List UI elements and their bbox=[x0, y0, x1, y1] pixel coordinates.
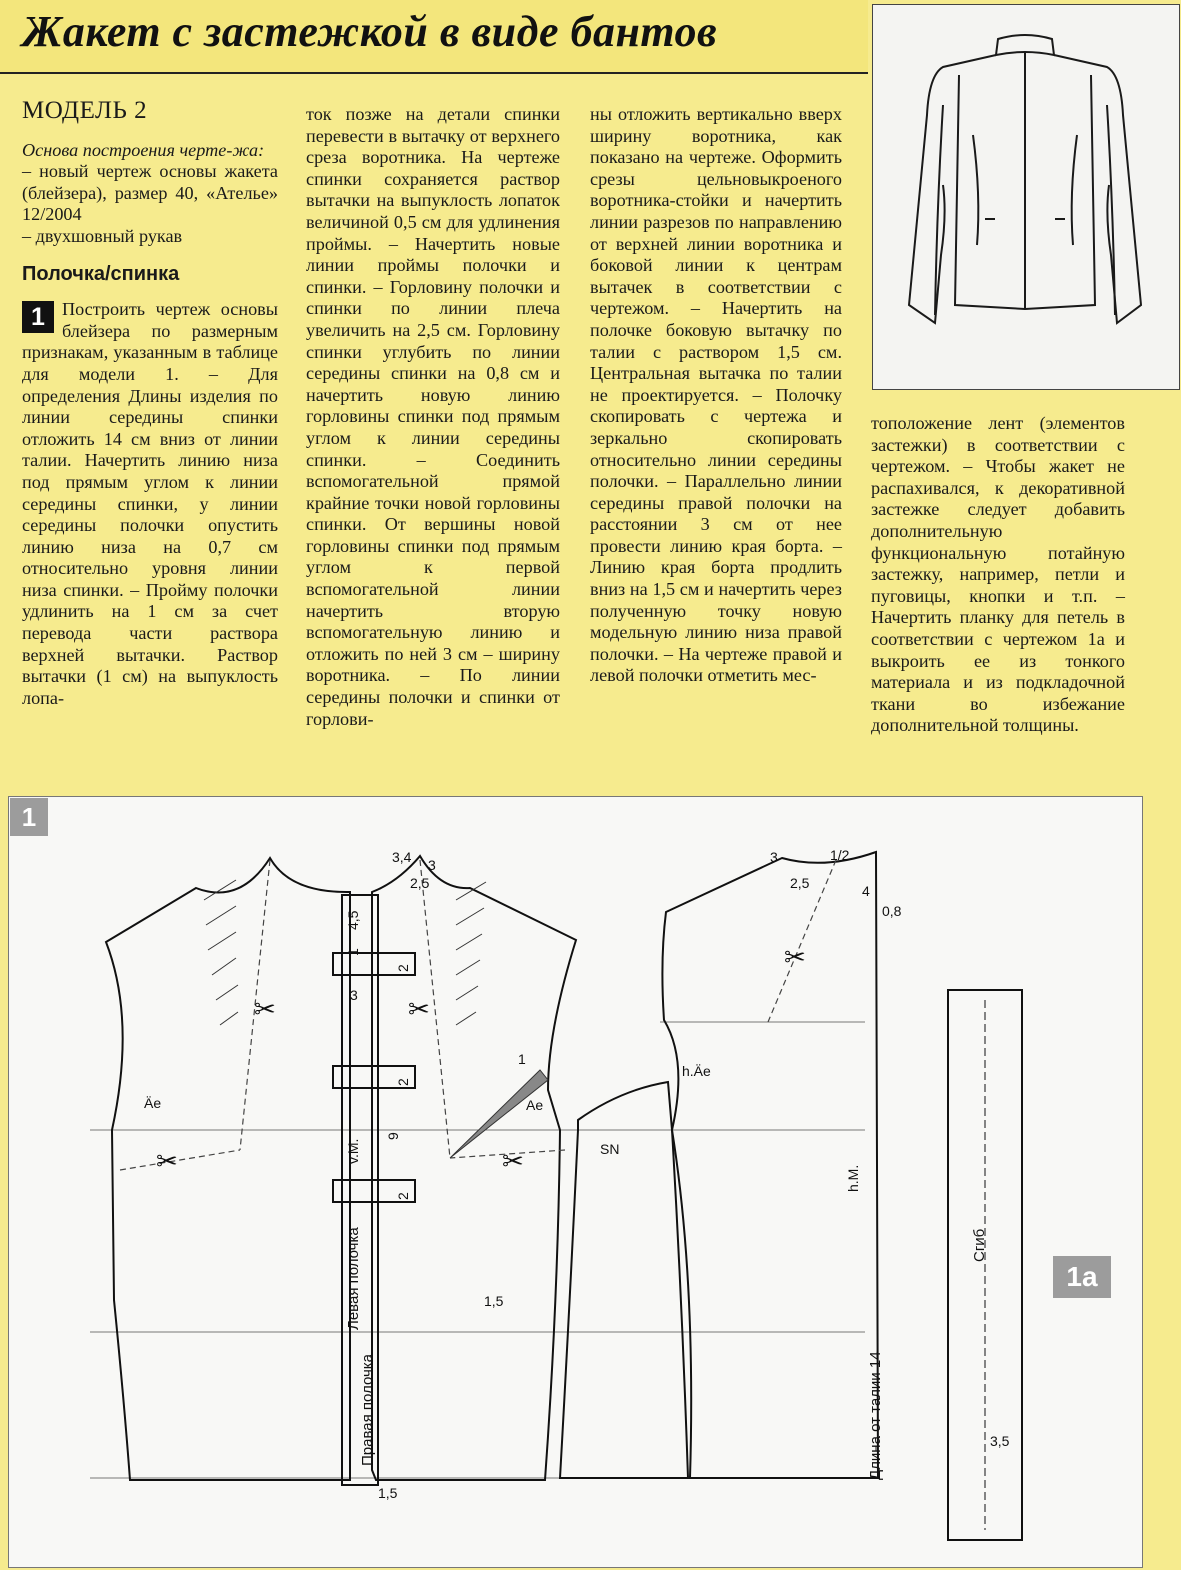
label-vm: v.M. bbox=[345, 1138, 361, 1164]
dim-3b: 3 bbox=[350, 987, 358, 1003]
label-sn: SN bbox=[600, 1141, 620, 1157]
figure-badge-1: 1 bbox=[10, 798, 48, 836]
dim-2c: 2 bbox=[395, 1192, 411, 1200]
dim-2-5b: 2,5 bbox=[790, 875, 810, 891]
col2-body: ток позже на детали спинки перевести в вытачку от верхнего среза воротника. На чертеже спинки сохраняется раствор вытачки на выпуклость лопаток величиной 0,5 см для удлинения проймы. – Начертить новые линии проймы полочки и спинки. – Горловину полочки и спинки по линии плеча увеличить на 2,5 см. Горловину спинки углубить по линии середины спинки на 0,8 см и начертить новую линию горловины спинки под прямым углом к линии середины спинки. – Соединить вспомогательной прямой крайние точки новой горловины спинки. От вершины новой горловины спинки под прямым углом к первой вспомогательной линии начертить вторую вспомогательную линию и отложить по ней 3 см – ширину воротника. – По линии середины полочки и спинки от горлови- bbox=[306, 104, 560, 729]
page-title: Жакет с застежкой в виде бантов bbox=[22, 7, 718, 56]
svg-text:✂: ✂ bbox=[156, 1146, 178, 1176]
model-heading: МОДЕЛЬ 2 bbox=[22, 97, 148, 124]
right-front-outline bbox=[372, 856, 576, 1480]
label-ae-left: Äe bbox=[144, 1095, 162, 1111]
dim-1-5a: 1,5 bbox=[484, 1293, 504, 1309]
basis-label: Основа построения черте-жа: bbox=[22, 139, 265, 160]
label-left-front: Левая полочка bbox=[345, 1227, 362, 1330]
side-panel-outline bbox=[560, 1082, 688, 1478]
dim-2-5a: 2,5 bbox=[410, 875, 430, 891]
dim-3-5: 3,5 bbox=[990, 1433, 1010, 1449]
dim-1b: 1 bbox=[518, 1051, 526, 1067]
scissors-icon bbox=[156, 942, 806, 1176]
left-front-outline bbox=[106, 858, 350, 1480]
basis-item: – новый чертеж основы жакета (блейзера), размер 40, «Ателье» 12/2004 bbox=[22, 161, 278, 225]
label-right-front: Правая полочка bbox=[359, 1353, 376, 1466]
label-fold: Сгиб bbox=[971, 1228, 988, 1262]
dim-3a: 3 bbox=[428, 857, 436, 873]
dim-9: 9 bbox=[385, 1132, 401, 1140]
dim-1-5b: 1,5 bbox=[378, 1485, 398, 1501]
svg-text:✂: ✂ bbox=[254, 994, 276, 1024]
svg-text:✂: ✂ bbox=[408, 994, 430, 1024]
dart-shaded bbox=[450, 1070, 548, 1158]
label-hm: h.M. bbox=[845, 1164, 861, 1192]
basis-item: – двухшовный рукав bbox=[22, 225, 183, 246]
dim-4: 4 bbox=[862, 883, 870, 899]
dim-4-5: 4,5 bbox=[345, 910, 361, 930]
col4-body: тоположение лент (элементов застежки) в соответствии с чертежом. – Чтобы жакет не распахивался, к декоративной застежке следует добавить дополнительную функциональную потайную застежку, например, петли и пуговицы, кнопки и т.п. – Начертить планку для петель в соответствии с чертежом 1а и выкроить ее из тонкого материала и из подкладочной ткани во избежание дополнительной толщины. bbox=[871, 413, 1125, 736]
dim-2a: 2 bbox=[395, 964, 411, 972]
label-hae: h.Äe bbox=[682, 1063, 711, 1079]
dim-3-4: 3,4 bbox=[392, 849, 412, 865]
label-length-from-waist: Длина от талии 14 bbox=[867, 1351, 884, 1480]
col3-body: ны отложить вертикально вверх ширину воротника, как показано на чертеже. Оформить срезы цельновыкроеного воротника-стойки и начертить линии разрезов по направлению от верхней линии воротника и боковой линии к центрам вытачек в соответствии с чертежом. – Начертить на полочке боковую вытачку по талии с раствором 1,5 см. Центральная вытачка по талии не проектируется. – Полочку скопировать с чертежа и зеркально скопировать относительно линии середины полочки. – Параллельно линии середины правой полочки на расстоянии 3 см от нее провести линию края борта. – Линию края борта продлить вниз на 1,5 см и начертить через полученную точку новую модельную линию низа правой полочки. – На чертеже правой и левой полочки отметить мес- bbox=[590, 104, 842, 686]
figure-badge-1a: 1а bbox=[1053, 1256, 1111, 1298]
section-heading: Полочка/спинка bbox=[22, 262, 180, 285]
col1-body: Построить чертеж основы блейзера по размерным признакам, указанным в таблице для модели 1. – Для определения Длины изделия по линии середины спинки отложить 14 см вниз от линии талии. Начертить линию низа под прямым углом к линии середины спинки, у линии середины полочки опустить линию низа на 0,7 см относительно уровня линии низа спинки. – Пройму полочки удлинить на 1 см за счет перевода части раствора верхней вытачки. Раствор вытачки (1 см) на выпуклость лопа- bbox=[22, 299, 278, 708]
svg-text:✂: ✂ bbox=[502, 1146, 524, 1176]
label-ae-right: Ae bbox=[526, 1097, 544, 1113]
dim-1: 1 bbox=[345, 948, 361, 956]
dim-2b: 2 bbox=[395, 1078, 411, 1086]
dim-half: 1/2 bbox=[830, 847, 850, 863]
dim-0-8: 0,8 bbox=[882, 903, 902, 919]
svg-text:✂: ✂ bbox=[784, 942, 806, 972]
dim-3c: 3 bbox=[770, 849, 778, 865]
step-number-badge: 1 bbox=[22, 301, 54, 333]
